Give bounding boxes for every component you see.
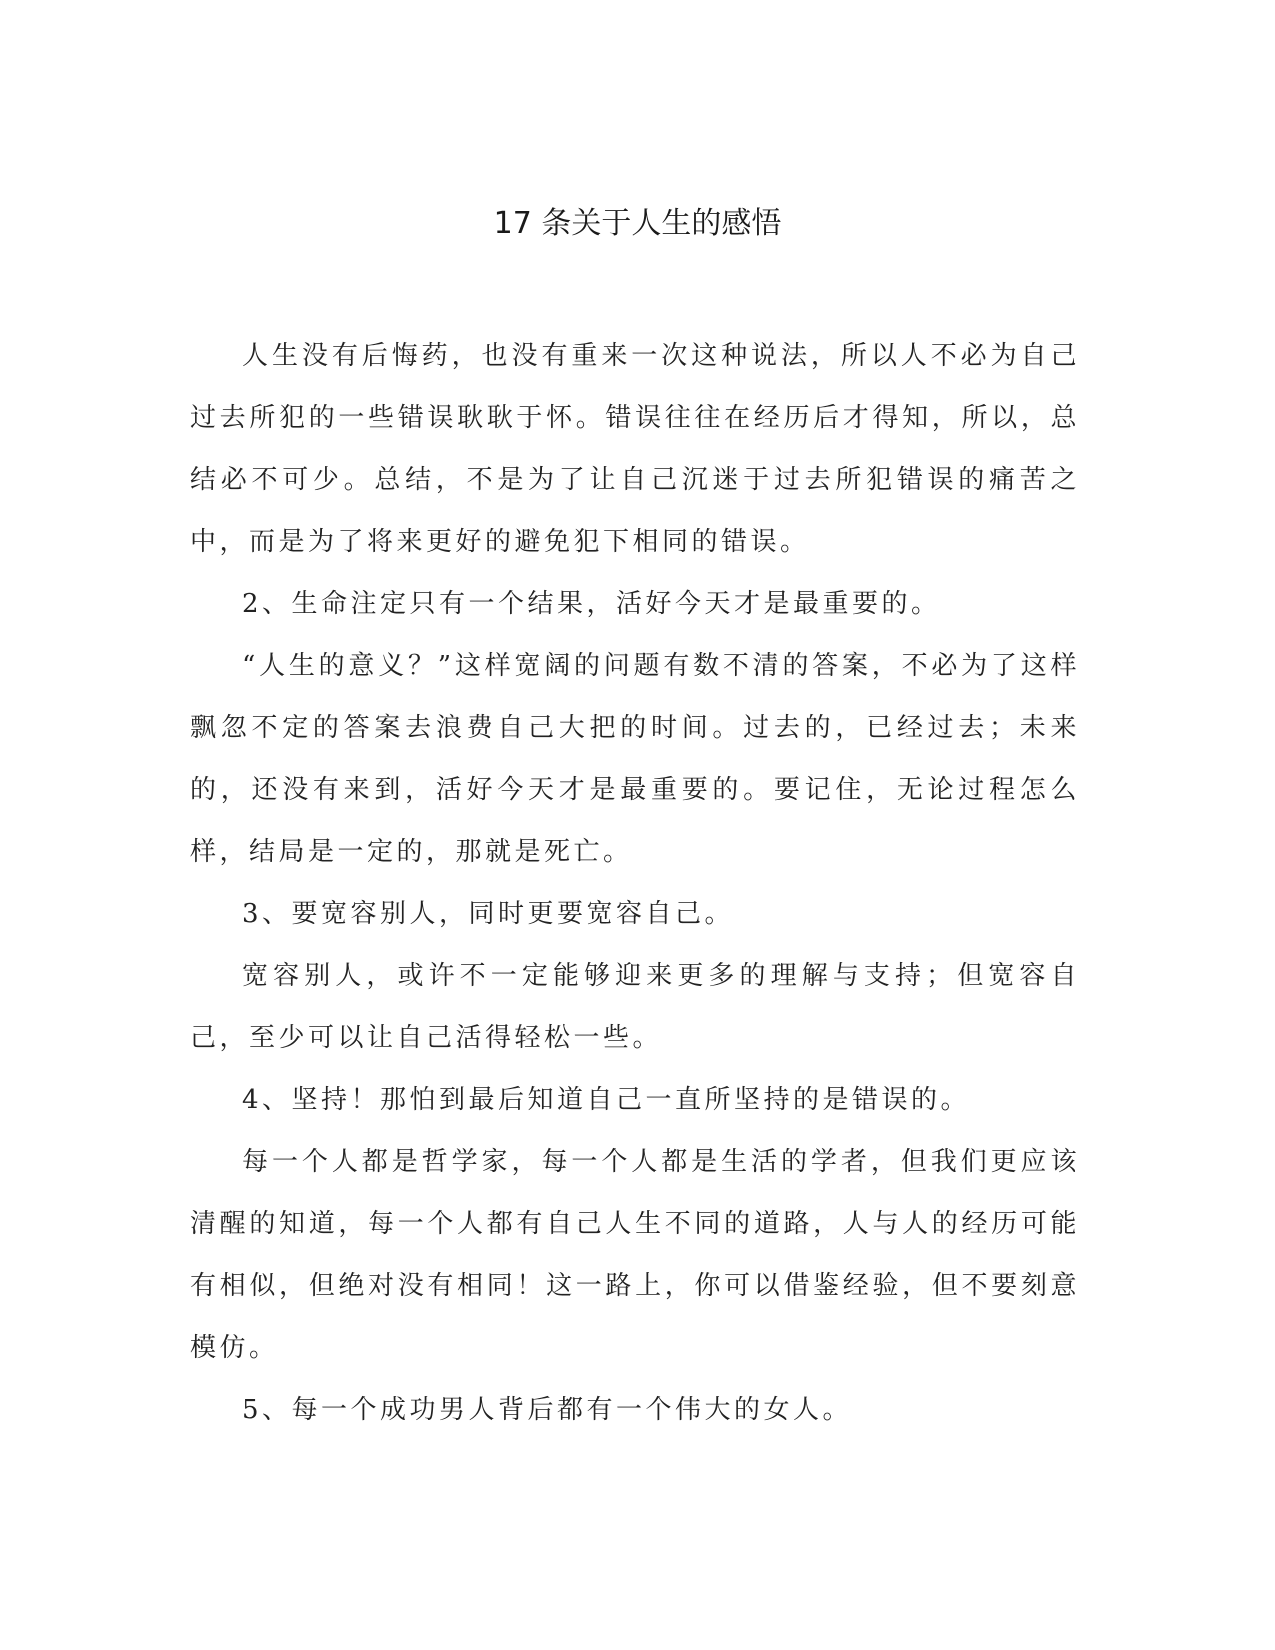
paragraph-8: 5、每一个成功男人背后都有一个伟大的女人。	[242, 1395, 853, 1425]
paragraph-4: 3、要宽容别人，同时更要宽容自己。	[242, 899, 735, 929]
paragraph-1: 人生没有后悔药，也没有重来一次这种说法，所以人不必为自己过去所犯的一些错误耿耿于怀。错误往往在经历后才得知，所以，总结必不可少。总结，不是为了让自己沉迷于过去所犯错误的痛苦之中，而是为了将来更好的避免犯下相同的错误。	[190, 341, 1080, 557]
paragraph-7: 每一个人都是哲学家，每一个人都是生活的学者，但我们更应该清醒的知道，每一个人都有自己人生不同的道路，人与人的经历可能有相似，但绝对没有相同！这一路上，你可以借鉴经验，但不要刻意模仿。	[190, 1147, 1080, 1363]
document-body	[190, 325, 1080, 1441]
paragraph-3: “人生的意义？”这样宽阔的问题有数不清的答案，不必为了这样飘忽不定的答案去浪费自己大把的时间。过去的，已经过去；未来的，还没有来到，活好今天才是最重要的。要记住，无论过程怎么样，结局是一定的，那就是死亡。	[190, 651, 1080, 867]
paragraph-6: 4、坚持！那怕到最后知道自己一直所坚持的是错误的。	[242, 1085, 971, 1115]
paragraph-5: 宽容别人，或许不一定能够迎来更多的理解与支持；但宽容自己，至少可以让自己活得轻松一些。	[190, 961, 1080, 1053]
document-title: 17 条关于人生的感悟	[493, 206, 782, 241]
paragraph-2: 2、生命注定只有一个结果，活好今天才是最重要的。	[242, 589, 941, 619]
